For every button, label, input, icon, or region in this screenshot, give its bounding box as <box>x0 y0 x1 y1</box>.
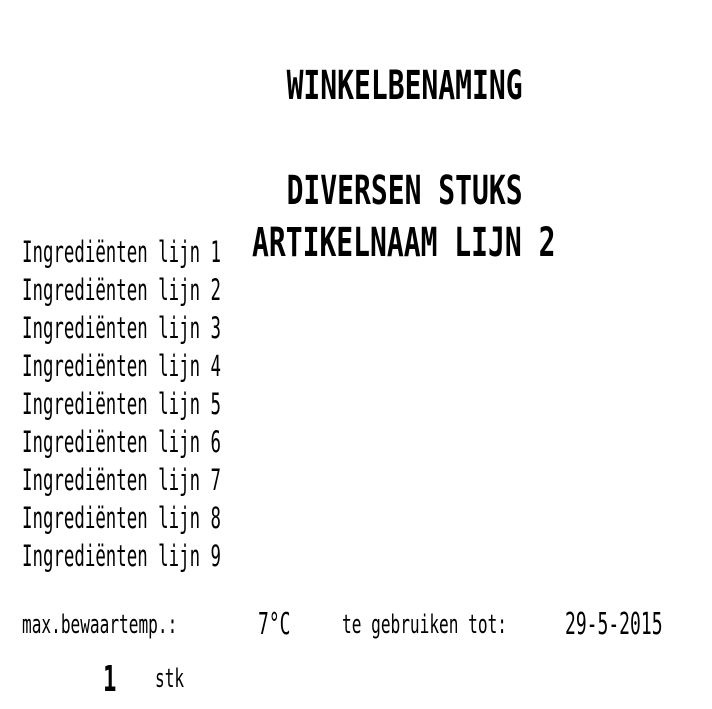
quantity-unit: stk <box>155 664 185 694</box>
storage-temp-label: max.bewaartemp.: <box>22 610 178 640</box>
ingredient-line: Ingrediënten lijn 8 <box>22 501 222 535</box>
article-name-line-1: DIVERSEN STUKS <box>286 168 523 214</box>
use-by-date: 29-5-2015 <box>565 607 663 642</box>
ingredient-line: Ingrediënten lijn 2 <box>22 273 222 307</box>
ingredient-line: Ingrediënten lijn 1 <box>22 235 222 269</box>
ingredient-line: Ingrediënten lijn 4 <box>22 349 222 383</box>
ingredient-line: Ingrediënten lijn 3 <box>22 311 222 345</box>
store-name: WINKELBENAMING <box>286 63 523 109</box>
storage-temp-value: 7°C <box>258 607 291 642</box>
use-by-label: te gebruiken tot: <box>342 610 507 640</box>
ingredient-line: Ingrediënten lijn 9 <box>22 539 222 573</box>
article-name-line-2: ARTIKELNAAM LIJN 2 <box>252 220 556 266</box>
ingredient-line: Ingrediënten lijn 7 <box>22 463 222 497</box>
ingredient-line: Ingrediënten lijn 5 <box>22 387 222 421</box>
ingredient-line: Ingrediënten lijn 6 <box>22 425 222 459</box>
quantity-value: 1 <box>103 659 117 700</box>
